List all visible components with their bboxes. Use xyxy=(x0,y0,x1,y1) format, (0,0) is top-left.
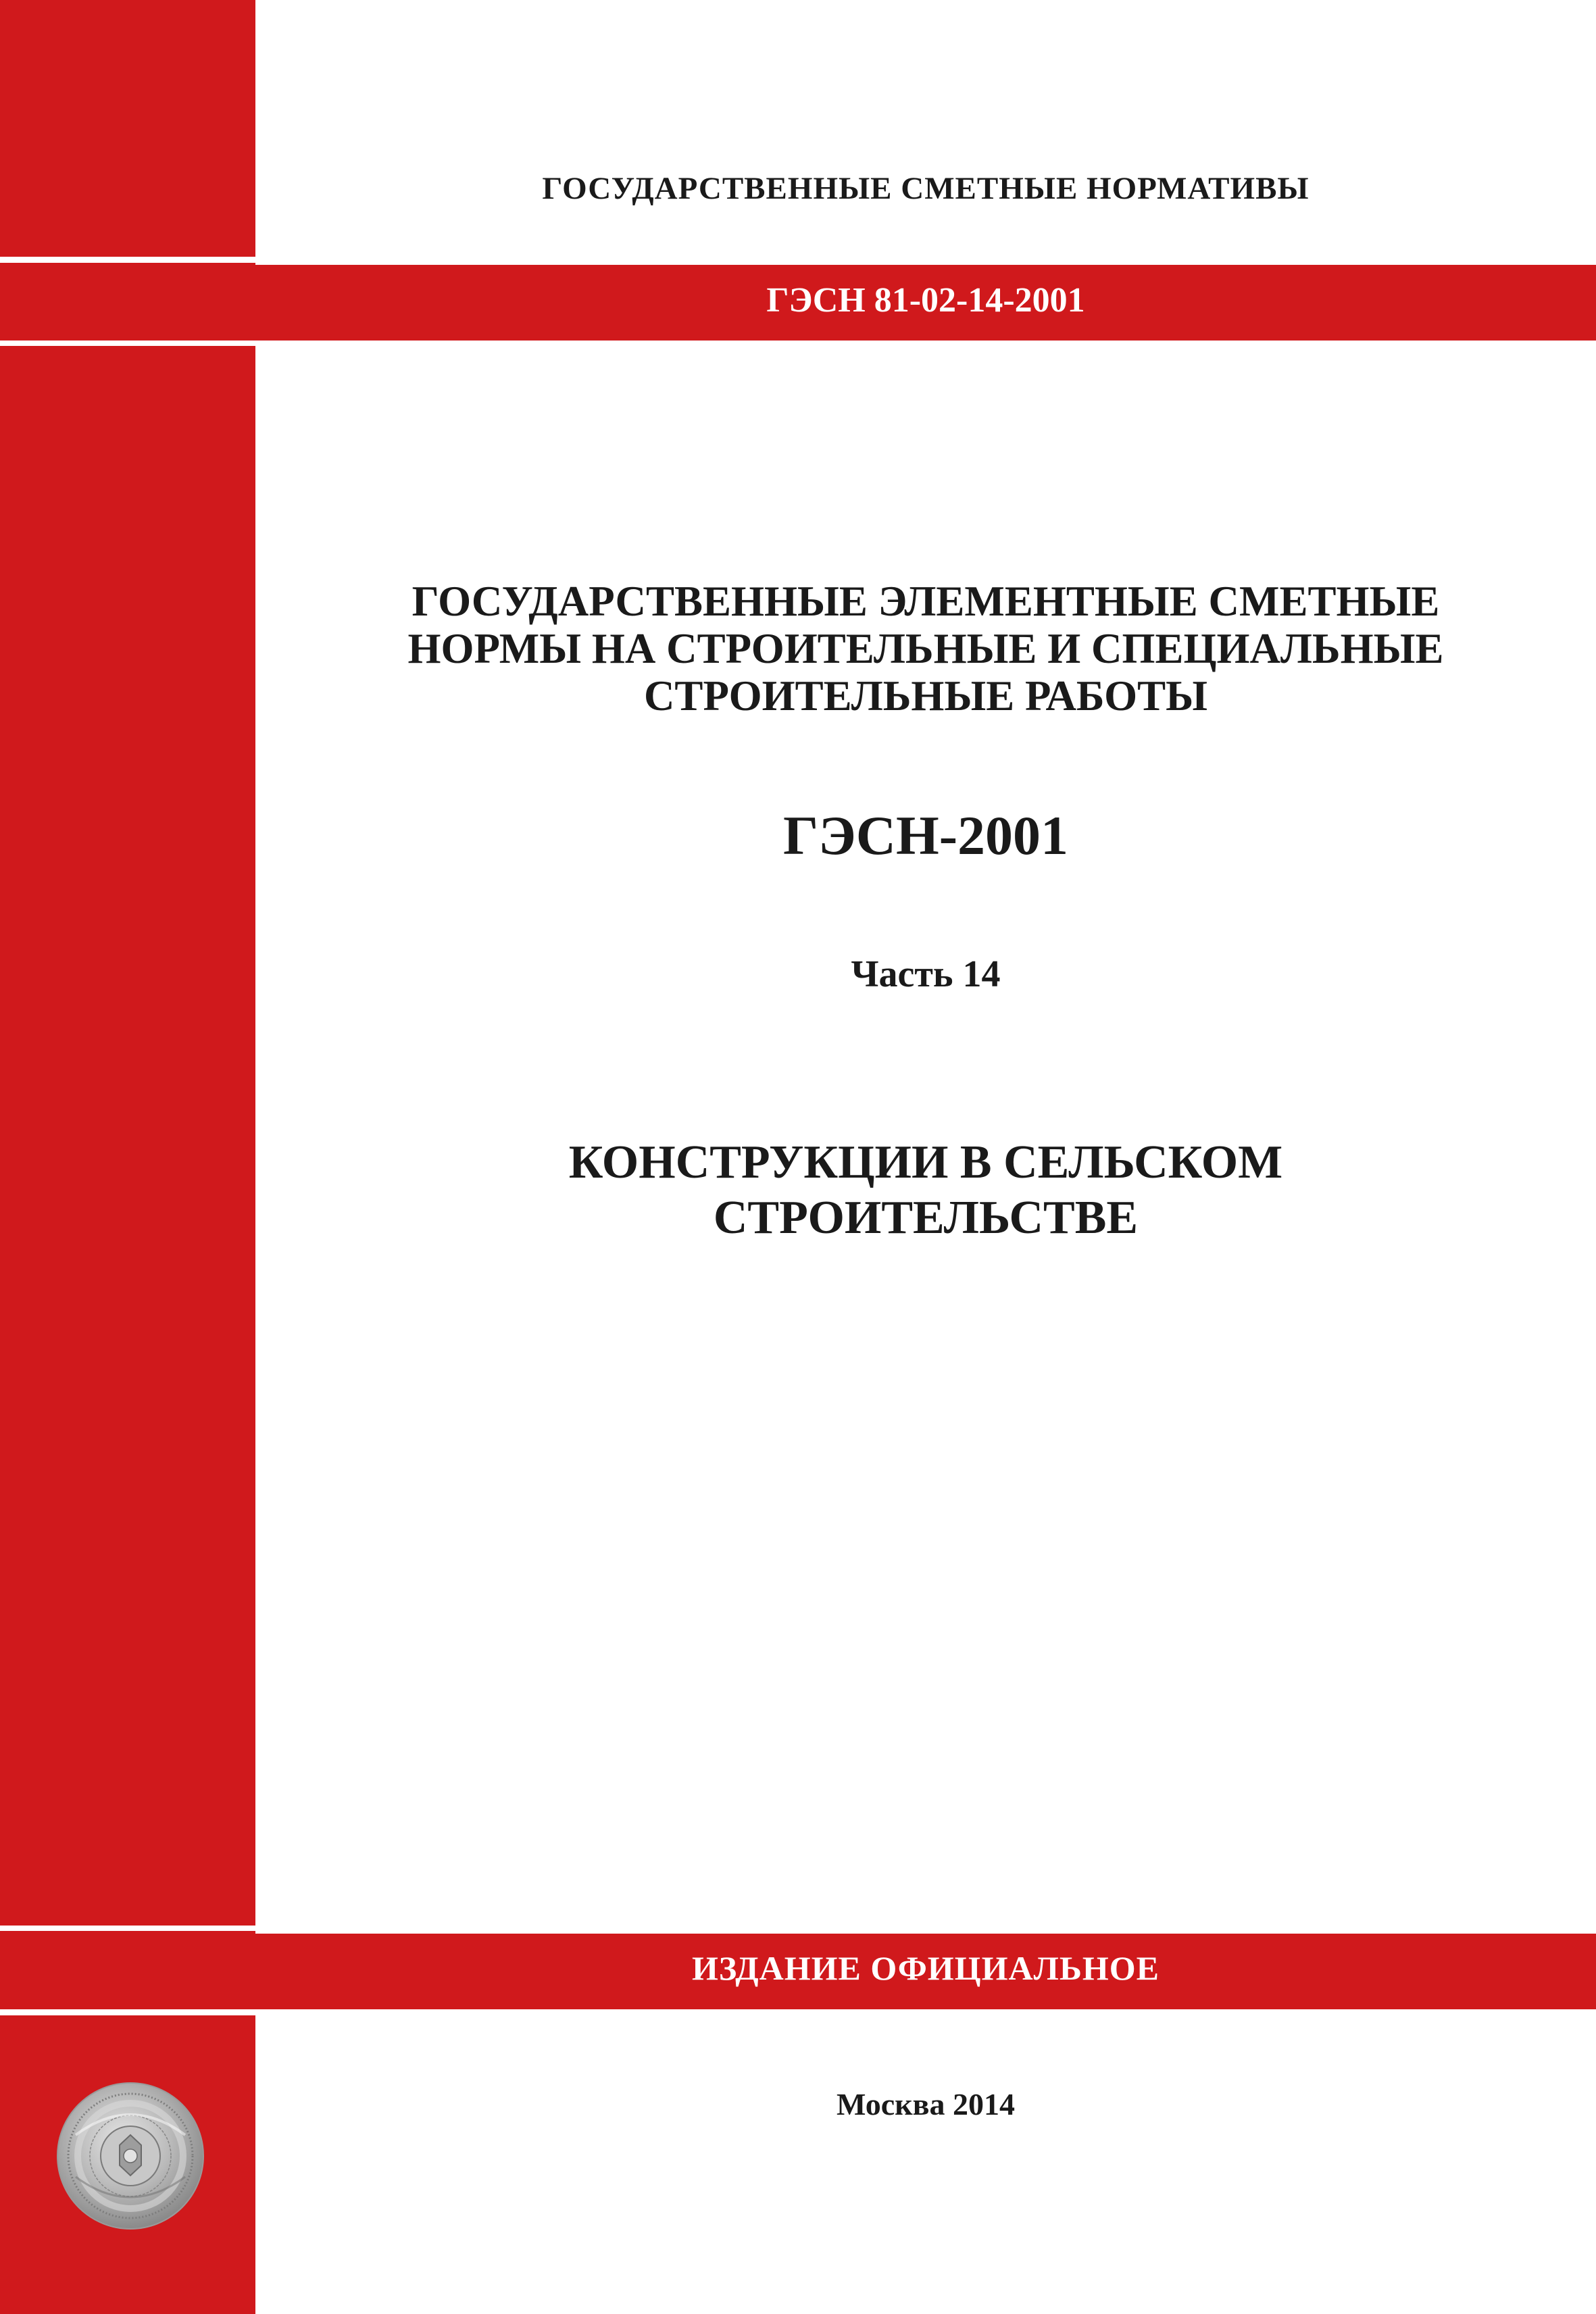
city-year: Москва 2014 xyxy=(836,2087,1016,2121)
bottom-band-upper-rule xyxy=(0,1926,1596,1931)
subtitle-line: КОНСТРУКЦИИ В СЕЛЬСКОМ xyxy=(568,1136,1283,1188)
part-subtitle xyxy=(255,1135,1596,1246)
hologram-seal-icon xyxy=(55,2081,205,2231)
main-title-line: НОРМЫ НА СТРОИТЕЛЬНЫЕ И СПЕЦИАЛЬНЫЕ xyxy=(407,625,1444,672)
bottom-band-lower-rule xyxy=(0,2009,1596,2015)
main-title xyxy=(255,578,1596,720)
top-band-lower-rule xyxy=(0,341,1596,346)
abbreviation-title: ГЭСН-2001 xyxy=(782,805,1069,866)
part-number: Часть 14 xyxy=(851,953,1001,995)
main-title-line: СТРОИТЕЛЬНЫЕ РАБОТЫ xyxy=(643,672,1208,720)
edition-label: ИЗДАНИЕ ОФИЦИАЛЬНОЕ xyxy=(691,1949,1160,1987)
subtitle-line: СТРОИТЕЛЬСТВЕ xyxy=(713,1192,1139,1244)
main-title-line: ГОСУДАРСТВЕННЫЕ ЭЛЕМЕНТНЫЕ СМЕТНЫЕ xyxy=(412,578,1440,625)
series-title: ГОСУДАРСТВЕННЫЕ СМЕТНЫЕ НОРМАТИВЫ xyxy=(542,171,1310,206)
top-band-upper-rule xyxy=(0,257,1596,263)
document-code: ГЭСН 81-02-14-2001 xyxy=(766,281,1085,320)
